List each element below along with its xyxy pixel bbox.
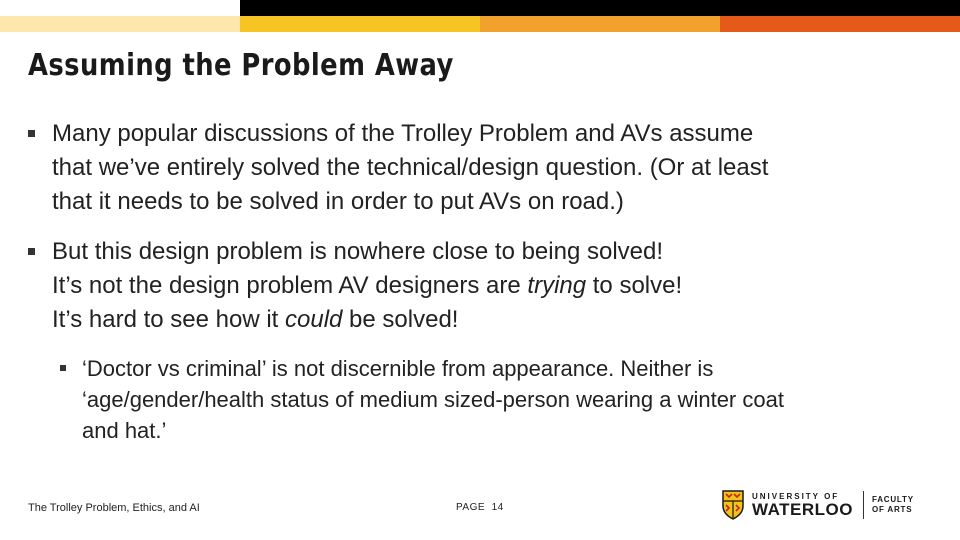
faculty-line-1: FACULTY [871, 495, 914, 504]
faculty-line-2: OF ARTS [871, 505, 913, 514]
bullet-list [28, 117, 928, 462]
bullet-marker [28, 130, 35, 137]
bullet-2-line-3-b: be solved! [342, 306, 459, 333]
university-of-text: UNIVERSITY OF [752, 491, 840, 501]
page-number: 14 [491, 502, 504, 513]
color-band [0, 16, 960, 32]
logo-divider [863, 491, 864, 519]
sub-bullet-line-3: and hat.’ [82, 418, 167, 443]
page-label: PAGE [456, 502, 486, 513]
bullet-2-line-1: But this design problem is nowhere close to being solved! [52, 238, 664, 265]
footer-title: The Trolley Problem, Ethics, and AI [28, 502, 200, 514]
bullet-1-line-2: that we’ve entirely solved the technical/design question. (Or at least [52, 154, 769, 181]
university-wordmark [752, 492, 853, 519]
bullet-1-line-1: Many popular discussions of the Trolley Problem and AVs assume [52, 120, 754, 147]
color-band-segment-2 [240, 16, 480, 32]
bullet-2-line-2 [52, 269, 928, 303]
emphasis-could: could [285, 306, 343, 333]
sub-bullet-line-1: ‘Doctor vs criminal’ is not discernible from appearance. Neither is [82, 356, 714, 381]
bullet-2-line-2-a: It’s not the design problem AV designers are [52, 272, 528, 299]
faculty-wordmark [872, 495, 914, 515]
slide-title: Assuming the Problem Away [28, 48, 454, 83]
bullet-item-1 [28, 117, 928, 219]
color-band-segment-1 [0, 16, 240, 32]
bullet-2-line-3 [52, 303, 928, 337]
bullet-marker [28, 248, 35, 255]
color-band-segment-4 [720, 16, 960, 32]
page-indicator [456, 502, 504, 513]
bullet-2-line-2-b: to solve! [586, 272, 683, 299]
bullet-2-line-3-a: It’s hard to see how it [52, 306, 286, 333]
top-strip-gap [0, 0, 240, 16]
university-logo [722, 489, 914, 521]
sub-bullet-marker [60, 365, 66, 371]
color-band-segment-3 [480, 16, 720, 32]
emphasis-trying: trying [527, 272, 587, 299]
top-black-strip [0, 0, 960, 16]
sub-bullet-line-2: ‘age/gender/health status of medium sized-person wearing a winter coat [82, 387, 784, 412]
sub-bullet-item [60, 353, 928, 446]
crest-icon [722, 490, 744, 520]
bullet-1-line-3: that it needs to be solved in order to put AVs on road.) [52, 188, 624, 215]
bullet-item-2 [28, 235, 928, 337]
waterloo-text: WATERLOO [752, 499, 853, 519]
